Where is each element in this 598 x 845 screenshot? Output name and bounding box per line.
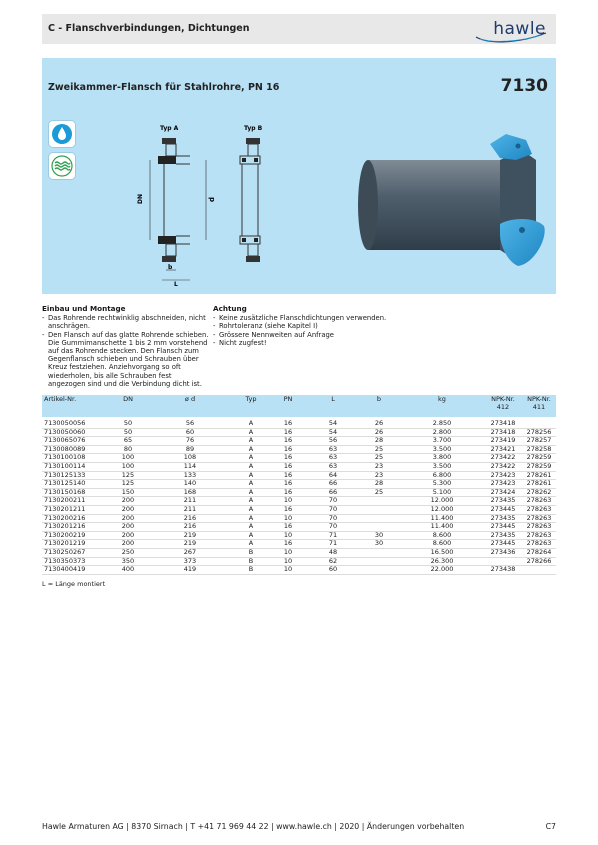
- table-cell: 76: [146, 437, 234, 446]
- install-heading: Einbau und Montage: [42, 304, 126, 313]
- table-cell: 7130350373: [42, 557, 110, 566]
- table-cell: 30: [358, 531, 400, 540]
- table-cell: 278266: [522, 557, 556, 566]
- table-cell: 80: [110, 445, 146, 454]
- table-cell: 5.300: [400, 480, 484, 489]
- table-cell: 3.800: [400, 454, 484, 463]
- table-cell: 70: [308, 497, 358, 506]
- table-cell: [358, 505, 400, 514]
- table-cell: 200: [110, 497, 146, 506]
- table-cell: [522, 566, 556, 575]
- table-cell: 125: [110, 471, 146, 480]
- column-header: NPK-Nr. 411: [522, 395, 556, 417]
- table-cell: 89: [146, 445, 234, 454]
- table-cell: A: [234, 540, 268, 549]
- list-item: - Nicht zugfest!: [213, 338, 267, 347]
- hawle-logo: [468, 18, 548, 42]
- table-cell: 28: [358, 480, 400, 489]
- table-cell: 64: [308, 471, 358, 480]
- table-cell: A: [234, 523, 268, 532]
- table-cell: 10: [268, 531, 308, 540]
- table-cell: 7130250267: [42, 548, 110, 557]
- table-cell: 3.700: [400, 437, 484, 446]
- table-cell: 419: [146, 566, 234, 575]
- table-cell: 16: [268, 437, 308, 446]
- table-cell: 108: [146, 454, 234, 463]
- table-cell: 2.800: [400, 428, 484, 437]
- table-cell: 7130100108: [42, 454, 110, 463]
- table-cell: 200: [110, 523, 146, 532]
- column-header: NPK-Nr. 412: [484, 395, 522, 417]
- table-cell: 278261: [522, 471, 556, 480]
- table-row: [42, 428, 556, 437]
- table-cell: A: [234, 445, 268, 454]
- table-cell: 278263: [522, 531, 556, 540]
- table-cell: 7130400419: [42, 566, 110, 575]
- list-item: - Rohrtoleranz (siehe Kapitel I): [213, 322, 318, 331]
- table-cell: 278259: [522, 462, 556, 471]
- table-cell: 23: [358, 471, 400, 480]
- table-cell: 350: [110, 557, 146, 566]
- table-cell: 56: [308, 437, 358, 446]
- attention-section: [213, 305, 413, 347]
- dn-label: DN: [137, 193, 144, 204]
- table-header-row: [42, 395, 556, 417]
- table-cell: A: [234, 497, 268, 506]
- table-cell: 26: [358, 417, 400, 428]
- table-cell: 12.000: [400, 505, 484, 514]
- table-cell: 100: [110, 462, 146, 471]
- table-cell: [358, 497, 400, 506]
- table-row: [42, 417, 556, 428]
- table-cell: B: [234, 548, 268, 557]
- table-cell: 100: [110, 454, 146, 463]
- column-header: Typ: [234, 395, 268, 417]
- table-cell: B: [234, 566, 268, 575]
- table-cell: 10: [268, 548, 308, 557]
- table-row: [42, 497, 556, 506]
- table-cell: 16: [268, 462, 308, 471]
- section-title: C - Flanschverbindungen, Dichtungen: [48, 23, 250, 34]
- table-cell: 50: [110, 428, 146, 437]
- table-cell: 25: [358, 454, 400, 463]
- table-cell: 16: [268, 505, 308, 514]
- table-cell: 211: [146, 497, 234, 506]
- table-cell: 7130201219: [42, 540, 110, 549]
- table-cell: 10: [268, 566, 308, 575]
- table-row: [42, 557, 556, 566]
- table-row: [42, 514, 556, 523]
- table-cell: 62: [308, 557, 358, 566]
- table-cell: 273421: [484, 445, 522, 454]
- table-cell: 11.400: [400, 514, 484, 523]
- table-cell: [358, 523, 400, 532]
- table-cell: 25: [358, 445, 400, 454]
- table-cell: 54: [308, 428, 358, 437]
- type-a-label: Typ A: [160, 125, 179, 132]
- table-cell: 16: [268, 454, 308, 463]
- table-cell: 16: [268, 445, 308, 454]
- table-cell: 7130201211: [42, 505, 110, 514]
- table-cell: 273418: [484, 428, 522, 437]
- table-cell: 278263: [522, 505, 556, 514]
- d-label: d: [208, 196, 216, 202]
- table-cell: 273422: [484, 454, 522, 463]
- table-cell: A: [234, 514, 268, 523]
- table-cell: 6.800: [400, 471, 484, 480]
- install-section: [42, 305, 210, 388]
- table-cell: 8.600: [400, 540, 484, 549]
- b-label: b: [168, 264, 173, 271]
- table-cell: 60: [308, 566, 358, 575]
- table-cell: 10: [268, 557, 308, 566]
- table-row: [42, 488, 556, 497]
- table-cell: 10: [268, 514, 308, 523]
- table-cell: 273445: [484, 540, 522, 549]
- table-cell: [358, 514, 400, 523]
- table-cell: 278262: [522, 488, 556, 497]
- page-number: C7: [545, 822, 556, 831]
- column-header: b: [358, 395, 400, 417]
- table-cell: 200: [110, 540, 146, 549]
- table-cell: 273436: [484, 548, 522, 557]
- table-cell: 26: [358, 428, 400, 437]
- table-cell: A: [234, 471, 268, 480]
- table-cell: 278259: [522, 454, 556, 463]
- article-table: [42, 395, 556, 575]
- table-cell: 7130125133: [42, 471, 110, 480]
- table-cell: [522, 417, 556, 428]
- footnote: L = Länge montiert: [42, 580, 106, 588]
- table-cell: 7130150168: [42, 488, 110, 497]
- table-cell: 114: [146, 462, 234, 471]
- table-cell: 278256: [522, 428, 556, 437]
- table-cell: 7130200211: [42, 497, 110, 506]
- table-cell: [358, 566, 400, 575]
- table-cell: 63: [308, 462, 358, 471]
- table-cell: 25: [358, 488, 400, 497]
- table-cell: 273445: [484, 523, 522, 532]
- table-cell: 16: [268, 523, 308, 532]
- table-cell: 267: [146, 548, 234, 557]
- attention-heading: Achtung: [213, 304, 247, 313]
- product-title: Zweikammer-Flansch für Stahlrohre, PN 16: [48, 82, 280, 93]
- table-cell: 125: [110, 480, 146, 489]
- table-cell: A: [234, 454, 268, 463]
- table-cell: 3.500: [400, 462, 484, 471]
- table-cell: 7130050060: [42, 428, 110, 437]
- footer-text: Hawle Armaturen AG | 8370 Sirnach | T +41 71 969 44 22 | www.hawle.ch | 2020 | Änderungen vorbehalten: [42, 822, 465, 831]
- type-b-label: Typ B: [244, 125, 263, 132]
- table-cell: 273424: [484, 488, 522, 497]
- column-header: kg: [400, 395, 484, 417]
- table-cell: 71: [308, 531, 358, 540]
- table-cell: 16: [268, 428, 308, 437]
- table-cell: 273438: [484, 566, 522, 575]
- table-cell: 8.600: [400, 531, 484, 540]
- table-cell: 70: [308, 505, 358, 514]
- table-cell: 273435: [484, 497, 522, 506]
- table-cell: 28: [358, 437, 400, 446]
- table-cell: 278263: [522, 497, 556, 506]
- table-cell: 273435: [484, 514, 522, 523]
- table-cell: 71: [308, 540, 358, 549]
- table-cell: 66: [308, 488, 358, 497]
- list-item: - Grössere Nennweiten auf Anfrage: [213, 330, 334, 339]
- table-cell: 140: [146, 480, 234, 489]
- list-item: - Keine zusätzliche Flanschdichtungen verwenden.: [213, 314, 387, 323]
- table-cell: 273423: [484, 471, 522, 480]
- table-cell: 50: [110, 417, 146, 428]
- table-cell: 54: [308, 417, 358, 428]
- table-row: [42, 471, 556, 480]
- table-row: [42, 531, 556, 540]
- column-header: L: [308, 395, 358, 417]
- table-cell: 216: [146, 523, 234, 532]
- table-row: [42, 462, 556, 471]
- table-cell: 63: [308, 454, 358, 463]
- table-cell: 219: [146, 531, 234, 540]
- table-cell: 273419: [484, 437, 522, 446]
- table-cell: 60: [146, 428, 234, 437]
- table-row: [42, 480, 556, 489]
- table-cell: 16: [268, 480, 308, 489]
- table-cell: 7130050056: [42, 417, 110, 428]
- table-row: [42, 523, 556, 532]
- l-label: L: [174, 281, 178, 288]
- table-row: [42, 445, 556, 454]
- table-cell: 7130200216: [42, 514, 110, 523]
- table-cell: 273435: [484, 531, 522, 540]
- table-cell: 200: [110, 531, 146, 540]
- table-cell: 200: [110, 505, 146, 514]
- table-cell: 26.300: [400, 557, 484, 566]
- table-cell: A: [234, 531, 268, 540]
- table-cell: 278263: [522, 540, 556, 549]
- table-cell: 16: [268, 540, 308, 549]
- table-cell: A: [234, 480, 268, 489]
- table-cell: 273445: [484, 505, 522, 514]
- table-cell: 150: [110, 488, 146, 497]
- table-row: [42, 437, 556, 446]
- table-cell: 278263: [522, 523, 556, 532]
- table-cell: 70: [308, 523, 358, 532]
- technical-drawing: [130, 120, 280, 290]
- table-row: [42, 540, 556, 549]
- table-cell: 200: [110, 514, 146, 523]
- table-cell: 11.400: [400, 523, 484, 532]
- section-header: [42, 14, 556, 44]
- table-cell: 3.500: [400, 445, 484, 454]
- list-item: - Den Flansch auf das glatte Rohrende schieben. Die Gummimanschette 1 bis 2 mm vorstehend auf das Rohrende stecken. Den Flansch zum Gegenflansch schieben und Schrauben über Kreuz festziehen. Anziehvorgang so oft wiederholen, bis alle Schrauben fest angezogen sind und die Verbindung dicht ist.: [42, 330, 209, 388]
- table-cell: 10: [268, 497, 308, 506]
- table-cell: A: [234, 428, 268, 437]
- table-cell: 278257: [522, 437, 556, 446]
- table-row: [42, 454, 556, 463]
- table-cell: 12.000: [400, 497, 484, 506]
- product-title-row: [42, 58, 556, 116]
- product-number: 7130: [500, 76, 548, 96]
- table-cell: 16: [268, 417, 308, 428]
- table-cell: 22.000: [400, 566, 484, 575]
- table-cell: A: [234, 488, 268, 497]
- table-cell: 273418: [484, 417, 522, 428]
- table-cell: 278258: [522, 445, 556, 454]
- table-cell: 373: [146, 557, 234, 566]
- column-header: Artikel-Nr.: [42, 395, 110, 417]
- table-cell: 63: [308, 445, 358, 454]
- table-cell: 16.500: [400, 548, 484, 557]
- table-cell: 168: [146, 488, 234, 497]
- table-cell: A: [234, 505, 268, 514]
- table-cell: 278264: [522, 548, 556, 557]
- table-cell: 219: [146, 540, 234, 549]
- table-body: [42, 417, 556, 574]
- table-cell: 7130201216: [42, 523, 110, 532]
- table-cell: 66: [308, 480, 358, 489]
- table-cell: 273422: [484, 462, 522, 471]
- product-photo: [350, 130, 556, 275]
- table-cell: 278261: [522, 480, 556, 489]
- table-cell: [358, 557, 400, 566]
- table-cell: 211: [146, 505, 234, 514]
- table-cell: 65: [110, 437, 146, 446]
- table-cell: 278263: [522, 514, 556, 523]
- table-cell: 23: [358, 462, 400, 471]
- table-cell: A: [234, 437, 268, 446]
- table-cell: 2.850: [400, 417, 484, 428]
- table-cell: B: [234, 557, 268, 566]
- list-item: - Das Rohrende rechtwinklig abschneiden, nicht anschrägen.: [42, 314, 206, 331]
- table-cell: 400: [110, 566, 146, 575]
- table-cell: 7130065076: [42, 437, 110, 446]
- column-header: PN: [268, 395, 308, 417]
- table-row: [42, 505, 556, 514]
- table-cell: 216: [146, 514, 234, 523]
- table-cell: 7130125140: [42, 480, 110, 489]
- table-cell: [358, 548, 400, 557]
- table-cell: A: [234, 462, 268, 471]
- table-row: [42, 548, 556, 557]
- column-header: DN: [110, 395, 146, 417]
- table-cell: 273423: [484, 480, 522, 489]
- table-cell: 7130200219: [42, 531, 110, 540]
- water-drop-icon: [48, 120, 76, 148]
- table-cell: 16: [268, 471, 308, 480]
- table-row: [42, 566, 556, 575]
- table-cell: A: [234, 417, 268, 428]
- table-cell: 5.100: [400, 488, 484, 497]
- table-cell: 133: [146, 471, 234, 480]
- logo-text: hawle: [493, 19, 546, 39]
- column-header: ø d: [146, 395, 234, 417]
- table-cell: 30: [358, 540, 400, 549]
- table-cell: 56: [146, 417, 234, 428]
- table-cell: 7130080089: [42, 445, 110, 454]
- waves-icon: [48, 152, 76, 180]
- table-cell: 16: [268, 488, 308, 497]
- table-cell: 7130100114: [42, 462, 110, 471]
- table-cell: 250: [110, 548, 146, 557]
- table-cell: 48: [308, 548, 358, 557]
- table-cell: 70: [308, 514, 358, 523]
